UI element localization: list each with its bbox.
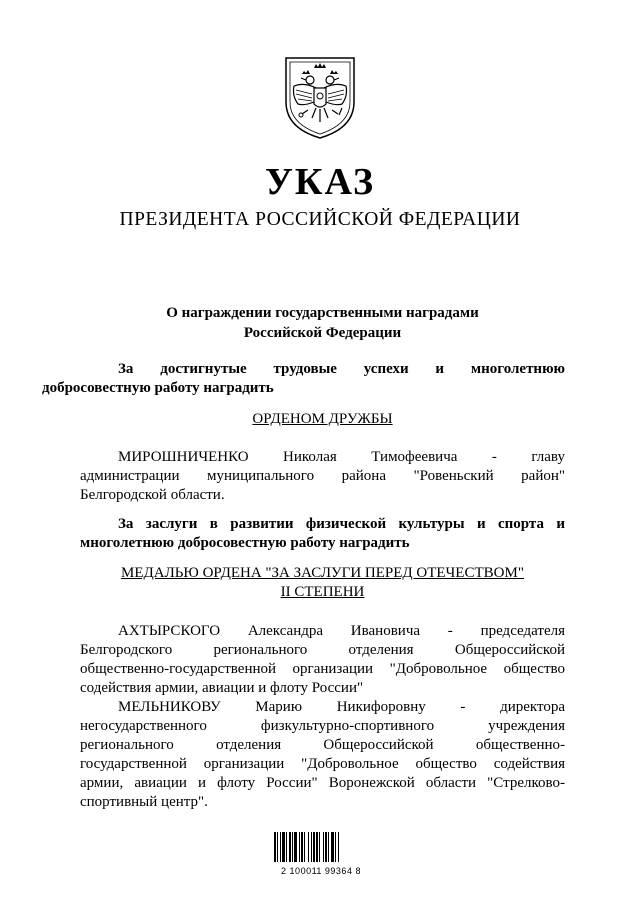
award-title: ОРДЕНОМ ДРУЖБЫ [252,411,393,427]
recipient-line: государственной организации "Добровольное общество содействия [80,756,565,772]
barcode-bar [299,832,300,862]
decree-subject [80,303,565,343]
preamble-line: многолетнюю добросовестную работу наградить [80,535,410,551]
barcode-bar [277,832,278,862]
recipient-line: негосударственного физкультурно-спортивного учреждения [80,718,565,734]
section2-recipient-2 [80,698,565,812]
subject-line: Российской Федерации [243,325,402,341]
barcode-bar [311,832,312,862]
barcode-bar [325,832,327,862]
award-medal-order-of-merit [80,564,565,602]
barcode-bar [331,832,334,862]
recipient-line: регионального отделения Общероссийской общественно- [80,737,565,753]
preamble-line: За достигнутые трудовые успехи и многолетнюю [118,361,565,377]
award-order-of-friendship [80,410,565,429]
decree-title: УКАЗ [265,161,375,203]
coat-of-arms-icon [280,52,360,142]
barcode-number: 2 100011 99364 8 [281,866,361,876]
recipient-line: администрации муниципального района "Ровеньский район" [80,468,565,484]
barcode-bar [286,832,287,862]
barcode-bar [308,832,309,862]
barcode-bar [316,832,318,862]
subject-line: О награждении государственными наградами [166,305,479,321]
barcode-bar [289,832,291,862]
barcode-bar [301,832,303,862]
section1-recipient [80,448,565,505]
award-title: МЕДАЛЬЮ ОРДЕНА "ЗА ЗАСЛУГИ ПЕРЕД ОТЕЧЕСТВОМ" [121,565,524,581]
barcode-bar [304,832,305,862]
recipient-line: спортивный центр". [80,794,208,810]
barcode-bar [294,832,297,862]
decree-subtitle: ПРЕЗИДЕНТА РОССИЙСКОЙ ФЕДЕРАЦИИ [119,209,521,230]
barcode-icon [270,828,370,888]
section1-preamble [42,360,565,398]
preamble-line: За заслуги в развитии физической культуры и спорта и [118,516,565,532]
barcode-bar [282,832,285,862]
recipient-line: МЕЛЬНИКОВУ Марию Никифоровну - директора [118,699,565,715]
recipient-line: армии, авиации и флоту России" Воронежской области "Стрелково- [80,775,565,791]
recipient-line: общественно-государственной организации "Добровольное общество [80,661,565,677]
barcode-bar [319,832,320,862]
preamble-line: добросовестную работу наградить [42,380,274,396]
award-degree: II СТЕПЕНИ [280,584,365,600]
barcode-bar [335,832,336,862]
section2-preamble [80,515,565,553]
recipient-line: МИРОШНИЧЕНКО Николая Тимофеевича - главу [118,449,565,465]
recipient-line: содействия армии, авиации и флоту России" [80,680,364,696]
barcode-bar [313,832,315,862]
section2-recipient-1 [80,622,565,698]
recipient-line: АХТЫРСКОГО Александра Ивановича - председателя [118,623,565,639]
barcode-bar [323,832,324,862]
barcode-bar [280,832,281,862]
recipient-line: Белгородской области. [80,487,225,503]
barcode-bar [338,832,339,862]
barcode-bar [328,832,329,862]
barcode-bar [292,832,293,862]
barcode-bar [274,832,276,862]
recipient-line: Белгородского регионального отделения Общероссийской [80,642,565,658]
